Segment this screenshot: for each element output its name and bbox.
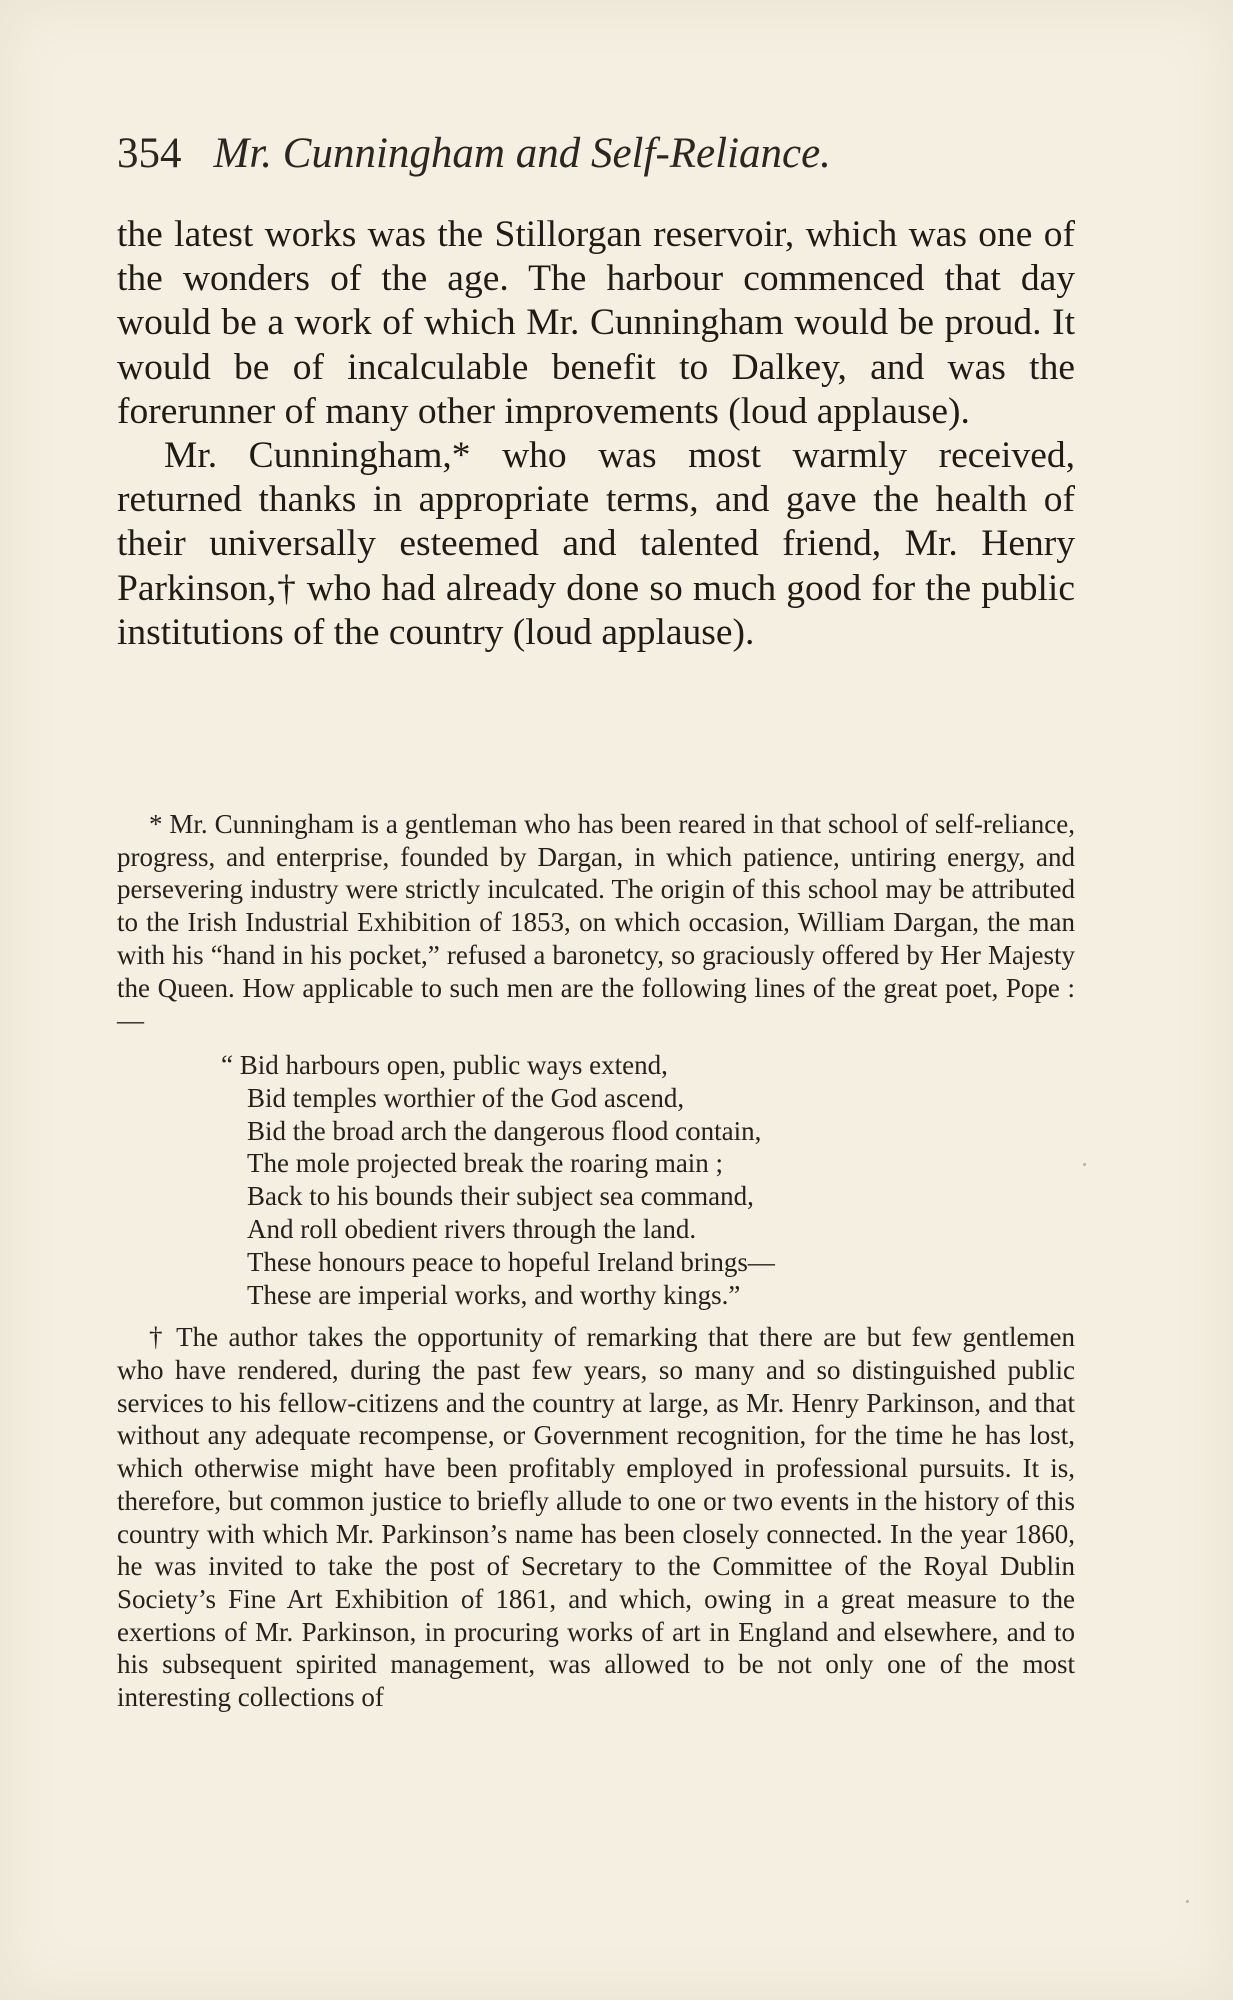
footnotes [117,808,1075,1714]
poem-line: Bid the broad arch the dangerous flood contain, [247,1115,762,1146]
paper-speck [1083,1163,1086,1166]
poem-line: These honours peace to hopeful Ireland brings— [247,1246,775,1277]
poem-line: The mole projected break the roaring main ; [247,1148,724,1179]
paper-speck [1186,1900,1189,1903]
running-title: Mr. Cunningham and Self-Reliance. [213,130,831,177]
page-number: 354 [117,130,182,177]
poem-line: Bid temples worthier of the God ascend, [247,1082,685,1113]
footnote-1: * Mr. Cunningham is a gentleman who has been reared in that school of self-reliance, progress, and enterprise, founded by Dargan, in which patience, untiring energy, and persevering industry were strictly inculcated. The origin of this school may be attributed to the Irish Industrial Exhibition of 1853, on which occasion, William Dargan, the man with his “hand in his pocket,” refused a baronetcy, so graciously offered by Her Majesty the Queen. How applicable to such men are the following lines of the great poet, Pope : — [117,809,1075,1036]
body-paragraph-1: the latest works was the Stillorgan reservoir, which was one of the wonders of the age. The harbour commenced that day would be a work of which Mr. Cunningham would be proud. It would be of incalculable benefit to Dalkey, and was the forerunner of many other improvements (loud applause). [117,214,1075,432]
body-paragraph-2: Mr. Cunningham,* who was most warmly received, returned thanks in appropriate terms, and gave the health of their universally esteemed and talented friend, Mr. Henry Parkinson,† who had already done so much good for the public institutions of the country (loud applause). [117,435,1075,653]
poem-line: Back to his bounds their subject sea command, [247,1181,754,1212]
running-header [117,128,1077,180]
poem-line: These are imperial works, and worthy kings.” [247,1279,741,1310]
poem-line: And roll obedient rivers through the land. [247,1213,697,1244]
footnote-2: † The author takes the opportunity of remarking that there are but few gentlemen who have rendered, during the past few years, so many and so distinguished public services to his fellow-citizens and the country at large, as Mr. Henry Parkinson, and that without any adequate recompense, or Government recognition, for the time he has lost, which otherwise might have been profitably employed in professional pursuits. It is, therefore, but common justice to briefly allude to one or two events in the history of this country with which Mr. Parkinson’s name has been closely connected. In the year 1860, he was invited to take the post of Secretary to the Committee of the Royal Dublin Society’s Fine Art Exhibition of 1861, and which, owing in a great measure to the exertions of Mr. Parkinson, in procuring works of art in England and elsewhere, and to his subsequent spirited management, was allowed to be not only one of the most interesting collections of [117,1322,1075,1713]
pope-quotation [117,1049,1075,1311]
main-text [117,213,1075,655]
poem-line: “ Bid harbours open, public ways extend, [221,1049,668,1080]
